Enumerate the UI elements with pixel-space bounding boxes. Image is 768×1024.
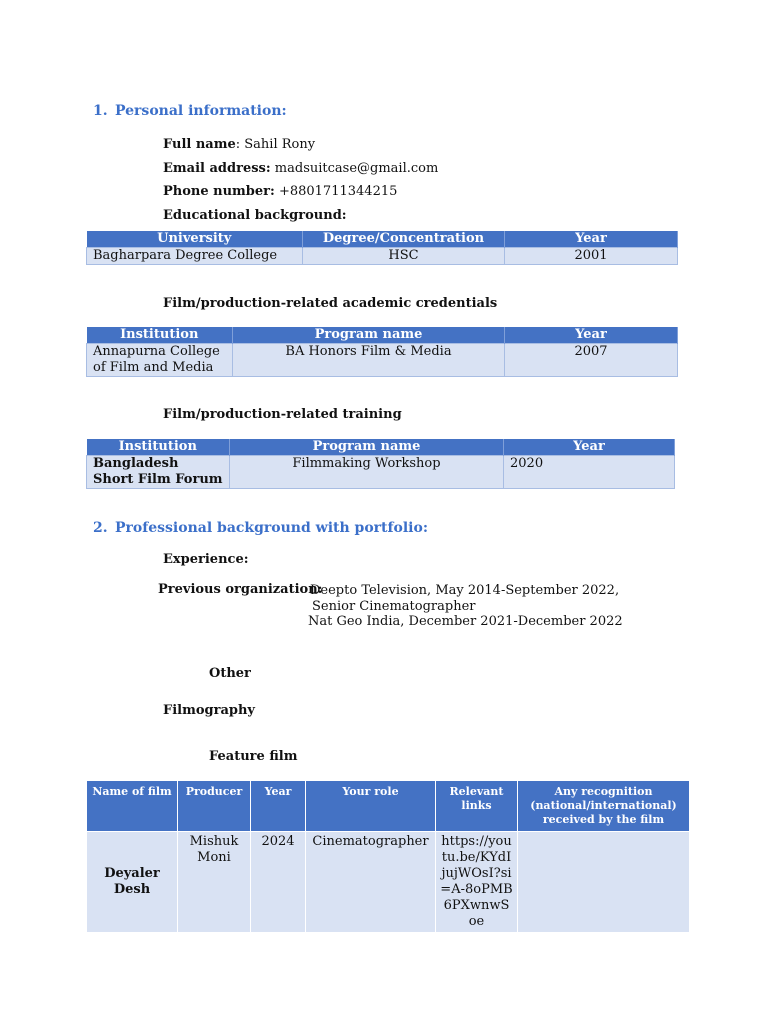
phone-label: Phone number: xyxy=(163,184,275,199)
table-header-row xyxy=(87,327,678,344)
email-value: madsuitcase@gmail.com xyxy=(270,161,439,176)
table-cell: 2007 xyxy=(505,344,678,377)
table-cell: Mishuk Moni xyxy=(178,832,251,933)
column-header: Year xyxy=(505,327,678,344)
section-title: Professional background with portfolio: xyxy=(115,520,429,536)
column-header: Program name xyxy=(230,439,504,456)
column-header: Year xyxy=(504,439,675,456)
table-header-row xyxy=(87,781,690,832)
training-table xyxy=(86,439,675,489)
feature-film-heading: Feature film xyxy=(209,749,298,764)
previous-organization-label: Previous organization: xyxy=(158,582,323,597)
section-heading-professional xyxy=(93,520,428,536)
column-header: Name of film xyxy=(87,781,178,832)
phone-value: +8801711344215 xyxy=(274,184,398,199)
column-header: University xyxy=(87,231,303,248)
column-header: Program name xyxy=(233,327,505,344)
previous-organization-line: Nat Geo India, December 2021-December 2022 xyxy=(308,614,623,629)
table-cell: Bangladesh Short Film Forum xyxy=(87,456,230,489)
email-label: Email address: xyxy=(163,161,271,176)
section-number: 1. xyxy=(93,103,108,119)
academic-heading: Film/production-related academic credentials xyxy=(163,296,498,311)
previous-organization-line: Senior Cinematographer xyxy=(312,599,476,614)
table-row xyxy=(87,248,678,265)
table-cell: Annapurna College of Film and Media xyxy=(87,344,233,377)
filmography-heading: Filmography xyxy=(163,703,255,718)
section-heading-personal xyxy=(93,103,287,119)
academic-table xyxy=(86,327,678,377)
table-cell xyxy=(518,832,690,933)
feature-film-table xyxy=(86,780,690,933)
education-label: Educational background: xyxy=(163,208,347,223)
table-cell: 2020 xyxy=(504,456,675,489)
section-number: 2. xyxy=(93,520,108,536)
column-header: Any recognition (national/international) received by the film xyxy=(518,781,690,832)
column-header: Year xyxy=(505,231,678,248)
other-label: Other xyxy=(209,666,251,681)
table-row xyxy=(87,456,675,489)
previous-organization-line: Deepto Television, May 2014-September 2022, xyxy=(310,583,620,598)
column-header: Producer xyxy=(178,781,251,832)
table-cell: HSC xyxy=(303,248,505,265)
table-cell: Bagharpara Degree College xyxy=(87,248,303,265)
phone-line xyxy=(163,184,397,199)
table-cell: 2024 xyxy=(251,832,306,933)
education-table xyxy=(86,231,678,265)
full-name-value: : Sahil Rony xyxy=(235,137,316,152)
column-header: Year xyxy=(251,781,306,832)
table-row xyxy=(87,832,690,933)
column-header: Institution xyxy=(87,327,233,344)
training-heading: Film/production-related training xyxy=(163,407,402,422)
experience-heading: Experience: xyxy=(163,552,249,567)
table-header-row xyxy=(87,231,678,248)
column-header: Degree/Concentration xyxy=(303,231,505,248)
column-header: Your role xyxy=(306,781,436,832)
email-line xyxy=(163,161,438,176)
table-cell: 2001 xyxy=(505,248,678,265)
table-row xyxy=(87,344,678,377)
column-header: Relevant links xyxy=(436,781,518,832)
table-cell: BA Honors Film & Media xyxy=(233,344,505,377)
section-title: Personal information: xyxy=(115,103,287,119)
full-name-line xyxy=(163,137,315,152)
table-header-row xyxy=(87,439,675,456)
column-header: Institution xyxy=(87,439,230,456)
table-cell: Cinematographer xyxy=(306,832,436,933)
table-cell: Filmmaking Workshop xyxy=(230,456,504,489)
link-cell[interactable]: https://youtu.be/KYdIjujWOsI?si=A-8oPMB6PXwnwSoe xyxy=(436,832,518,933)
table-cell: Deyaler Desh xyxy=(87,832,178,933)
full-name-label: Full name xyxy=(163,137,236,152)
